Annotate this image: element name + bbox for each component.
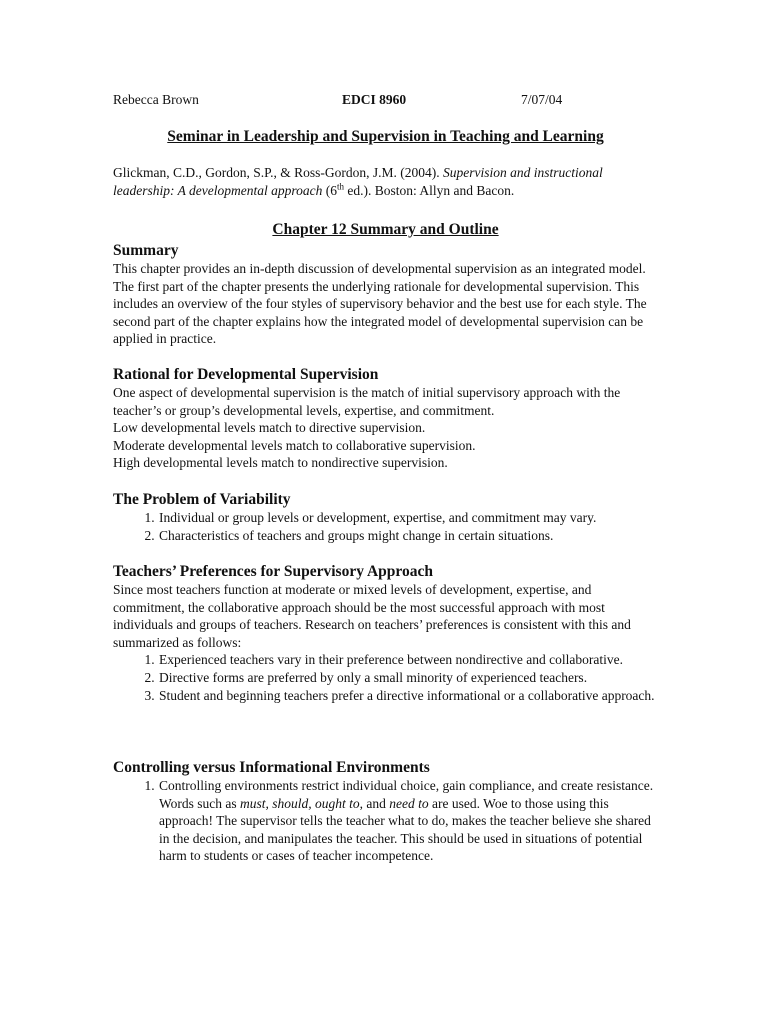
author-name: Rebecca Brown (113, 92, 199, 107)
preferences-section (113, 562, 658, 704)
controlling-emphasis-2: need to (389, 795, 429, 811)
controlling-text-part2: , and (359, 795, 390, 811)
course-code: EDCI 8960 (342, 92, 407, 107)
citation-edition-open: (6 (322, 182, 337, 198)
controlling-text-part1: Controlling environments restrict individual choice, gain compliance, and create resistance. Words such as (159, 778, 654, 811)
book-citation (113, 164, 658, 199)
controlling-emphasis-1: must, should, ought to (240, 795, 360, 811)
list-item: 2. Characteristics of teachers and groups might change in certain situations. (158, 527, 658, 545)
citation-book-title: Supervision and instructional leadership: A developmental approach (113, 165, 603, 198)
list-item: 3. Student and beginning teachers prefer a directive informational or a collaborative approach. (158, 687, 658, 705)
rational-line: Moderate developmental levels match to collaborative supervision. (113, 437, 476, 453)
controlling-text-part3: are used. Woe to those using this approach! The supervisor tells the teacher what to do, makes the teacher believe she shared in the decision, and manipulates the teacher. This should be used in situations of potential harm to students or cases of teacher incompetence. (159, 795, 651, 864)
list-item: 2. Directive forms are preferred by only a small minority of experienced teachers. (158, 669, 658, 687)
citation-authors: Glickman, C.D., Gordon, S.P., & Ross-Gordon, J.M. (2004). (113, 165, 444, 180)
document-title: Seminar in Leadership and Supervision in Teaching and Learning (167, 128, 604, 145)
rational-line: Low developmental levels match to directive supervision. (113, 420, 426, 436)
controlling-heading: Controlling versus Informational Environments (113, 759, 430, 776)
controlling-section (113, 758, 658, 865)
preferences-list (113, 651, 658, 704)
rational-line: High developmental levels match to nondirective supervision. (113, 455, 448, 471)
citation-edition-sup: th (336, 181, 344, 192)
preferences-intro: Since most teachers function at moderate or mixed levels of development, expertise, and commitment, the collaborative approach should be the most successful approach with most individuals and groups of teachers. Research on teachers’ preferences is consistent with this and summarized as follows: (113, 582, 631, 650)
variability-list (113, 509, 658, 544)
summary-text: This chapter provides an in-depth discussion of developmental supervision as an integrated model. The first part of the chapter presents the underlying rationale for developmental supervision. This includes an overview of the four styles of supervisory behavior and the best use for each style. The second part of the chapter explains how the integrated model of developmental supervision can be applied in practice. (113, 261, 647, 347)
preferences-heading: Teachers’ Preferences for Supervisory Approach (113, 563, 434, 580)
citation-edition-close: ed.). Boston: Allyn and Bacon. (343, 182, 515, 198)
variability-section (113, 490, 658, 544)
list-item: 1. Experienced teachers vary in their preference between nondirective and collaborative. (158, 651, 658, 669)
rational-heading: Rational for Developmental Supervision (113, 366, 379, 383)
summary-heading: Summary (113, 242, 179, 259)
document-date: 7/07/04 (521, 92, 563, 107)
controlling-list (113, 777, 658, 865)
chapter-title: Chapter 12 Summary and Outline (272, 221, 499, 238)
list-item (158, 777, 658, 865)
list-item: 1. Individual or group levels or development, expertise, and commitment may vary. (158, 509, 658, 527)
summary-section (113, 241, 658, 348)
rational-section (113, 365, 658, 472)
rational-line: One aspect of developmental supervision is the match of initial supervisory approach with the teacher’s or group’s developmental levels, expertise, and commitment. (113, 385, 621, 418)
variability-heading: The Problem of Variability (113, 491, 291, 508)
document-header (113, 91, 658, 109)
